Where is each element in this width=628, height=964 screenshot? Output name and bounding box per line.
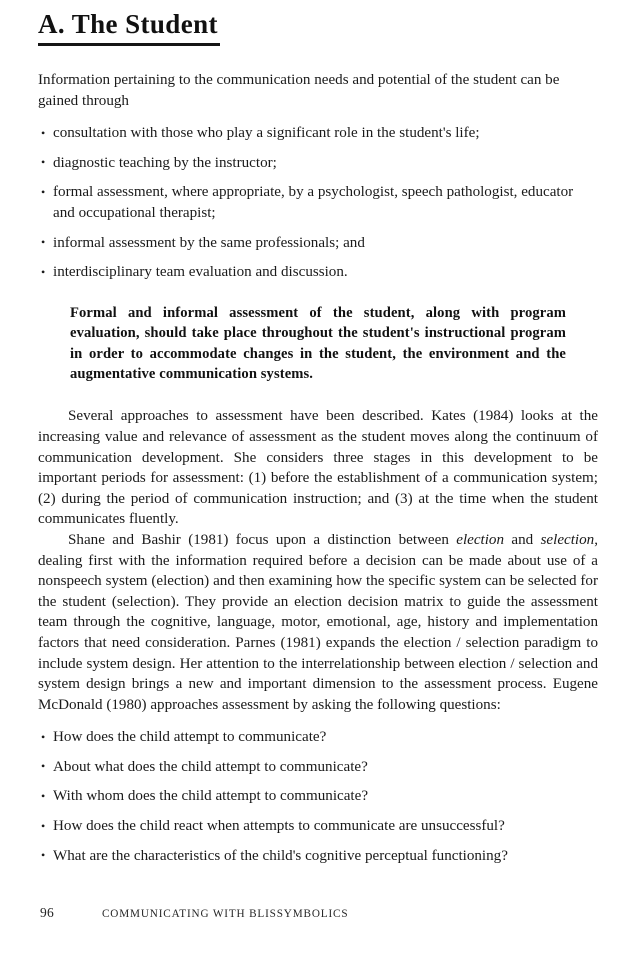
list-item: • What are the characteristics of the child's cognitive perceptual functioning? [38,846,598,867]
running-head: COMMUNICATING WITH BLISSYMBOLICS [102,908,349,920]
shane-text-part3: , dealing first with the information required before a decision can be made about use of a nonspeech system (election) and then examining how the specific system can be selected for the student (selection). They provide an election decision matrix to guide the assessment team through the cognitive, language, motor, emotional, age, history and implementation factors that need consideration. Parnes (1981) expands the election / selection paradigm to include system design. Her attention to the interrelationship between election / selection and system design brings a new and important dimension to the assessment process. Eugene McDonald (1980) approaches assessment by asking the following questions: [38,531,598,713]
list-item: • consultation with those who play a significant role in the student's life; [38,123,598,144]
list-item: • How does the child attempt to communicate? [38,727,598,748]
shane-text-part2: and [504,531,541,548]
list-item: • About what does the child attempt to communicate? [38,757,598,778]
list-item: • informal assessment by the same professionals; and [38,233,598,254]
shane-text-part1: Shane and Bashir (1981) focus upon a distinction between [68,531,457,548]
body-paragraph-group [38,406,598,715]
intro-paragraph: Information pertaining to the communication needs and potential of the student can be gained through [38,72,560,109]
heading-underline-rule [38,43,220,46]
emphasis-selection: selection [540,531,595,548]
page-number: 96 [40,905,55,920]
assessment-sources-list [38,123,598,283]
section-heading-group [38,10,578,46]
list-item: • With whom does the child attempt to communicate? [38,786,598,807]
paragraph-shane [38,530,598,715]
list-item: • formal assessment, where appropriate, by a psychologist, speech pathologist, educator and occupational therapist; [38,182,598,223]
mcdonald-questions-list [38,727,598,866]
emphasis-election: election [456,531,505,548]
page-title: A. The Student [38,9,218,39]
list-item: • diagnostic teaching by the instructor; [38,153,598,174]
list-item: • How does the child react when attempts to communicate are unsuccessful? [38,816,598,837]
page-content [38,70,598,866]
paragraph-kates: Several approaches to assessment have been described. Kates (1984) looks at the increasing value and relevance of assessment as the student moves along the continuum of communication development. She considers three stages in this development to be important periods for assessment: (1) before the establishment of a communication system; (2) during the period of communication instruction; and (3) at the time when the student communicates fluently. [38,408,598,528]
callout-paragraph: Formal and informal assessment of the student, along with program evaluation, should take place throughout the student's instructional program in order to accommodate changes in the student, the environment and the augmentative communication systems. [70,304,566,382]
page-footer [40,905,588,921]
list-item: • interdisciplinary team evaluation and discussion. [38,262,598,283]
